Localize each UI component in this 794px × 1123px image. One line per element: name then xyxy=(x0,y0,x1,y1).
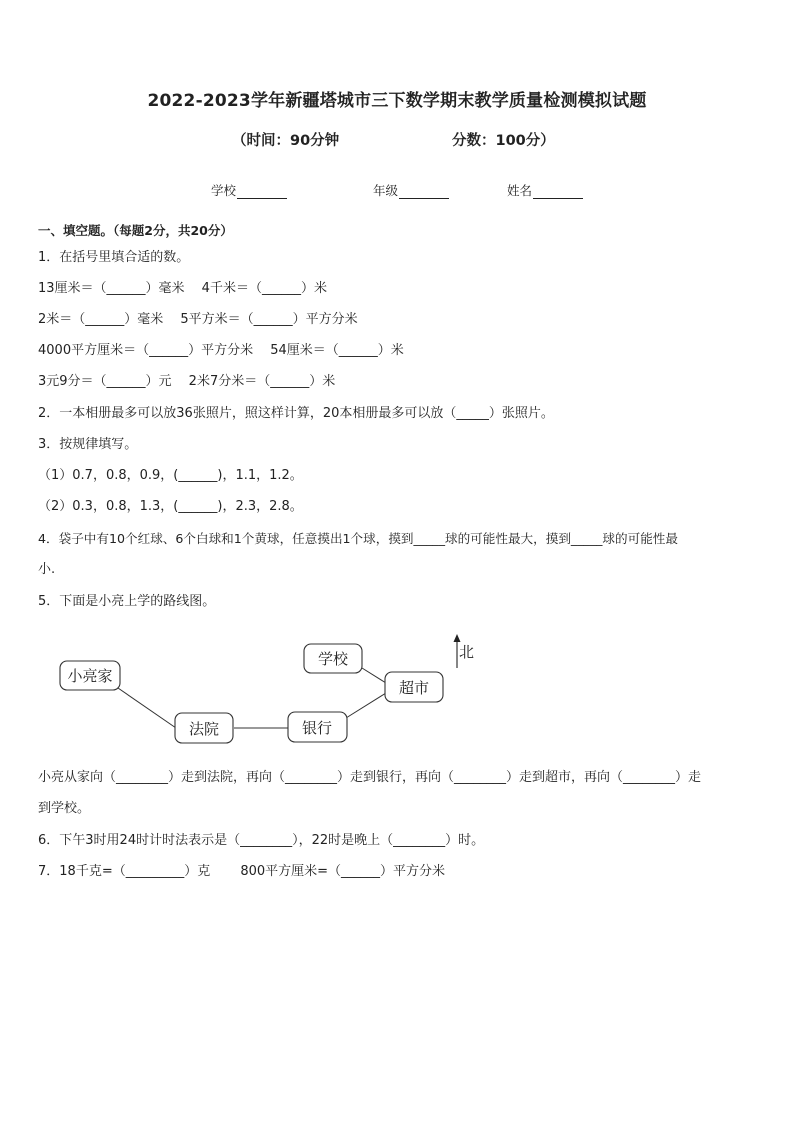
q1-line-2: 2米＝（______）毫米 5平方米＝（______）平方分米 xyxy=(38,312,358,327)
school-blank[interactable] xyxy=(237,185,287,199)
court-label: 法院 xyxy=(188,720,220,738)
bank-label: 银行 xyxy=(301,719,333,737)
route-market-school xyxy=(362,668,386,683)
court-node xyxy=(175,713,233,743)
school-label: 学校 xyxy=(211,183,237,198)
route-map xyxy=(38,628,498,753)
q1-line-4: 3元9分＝（______）元 2米7分米＝（______）米 xyxy=(38,374,336,389)
q1-stem: 1．在括号里填合适的数。 xyxy=(38,250,190,265)
route-bank-market xyxy=(346,693,386,718)
q4-line-1: 4．袋子中有10个红球、6个白球和1个黄球，任意摸出1个球，摸到_____球的可能性最大，摸到_____球的可能性最 xyxy=(38,531,678,546)
name-blank[interactable] xyxy=(533,185,583,199)
q3-line-1: （1）0.7，0.8，0.9，(______)，1.1，1.2。 xyxy=(38,468,303,483)
time-limit: （时间：90分钟 xyxy=(232,133,340,149)
name-field xyxy=(507,181,583,199)
school-node xyxy=(304,644,362,673)
grade-label: 年级 xyxy=(373,183,399,198)
q5-line-1: 小亮从家向（________）走到法院，再向（________）走到银行，再向（________）走到超市，再向（________）走 xyxy=(38,770,702,785)
home-node xyxy=(60,661,120,690)
home-label: 小亮家 xyxy=(67,667,113,685)
page-title: 2022-2023学年新疆塔城市三下数学期末教学质量检测模拟试题 xyxy=(147,91,647,111)
q3-stem: 3．按规律填写。 xyxy=(38,437,138,452)
q1-line-3: 4000平方厘米＝（______）平方分米 54厘米＝（______）米 xyxy=(38,343,404,358)
q6-text: 6．下午3时用24时计时法表示是（________），22时是晚上（________）时。 xyxy=(38,833,485,848)
grade-blank[interactable] xyxy=(399,185,449,199)
north-label: 北 xyxy=(459,643,475,661)
q5-stem: 5．下面是小亮上学的路线图。 xyxy=(38,594,216,609)
name-label: 姓名 xyxy=(507,183,533,198)
q7-text: 7．18千克=（_________）克 800平方厘米=（______）平方分米 xyxy=(38,864,446,879)
grade-field xyxy=(373,181,449,199)
north-arrow-icon xyxy=(454,634,475,668)
q4-line-2: 小. xyxy=(38,562,56,577)
q1-line-1: 13厘米＝（______）毫米 4千米＝（______）米 xyxy=(38,281,327,296)
bank-node xyxy=(288,712,347,742)
q2-text: 2．一本相册最多可以放36张照片，照这样计算，20本相册最多可以放（_____）张照片。 xyxy=(38,406,554,421)
school-field xyxy=(211,181,287,199)
q5-line-2: 到学校。 xyxy=(38,801,91,816)
q3-line-2: （2）0.3，0.8，1.3，(______)，2.3，2.8。 xyxy=(38,499,303,514)
school-node-label: 学校 xyxy=(317,650,349,668)
section-heading: 一、填空题。（每题2分，共20分） xyxy=(38,223,233,238)
market-label: 超市 xyxy=(398,679,430,697)
market-node xyxy=(385,672,443,702)
route-home-court xyxy=(118,688,176,728)
total-score: 分数：100分） xyxy=(452,133,555,149)
